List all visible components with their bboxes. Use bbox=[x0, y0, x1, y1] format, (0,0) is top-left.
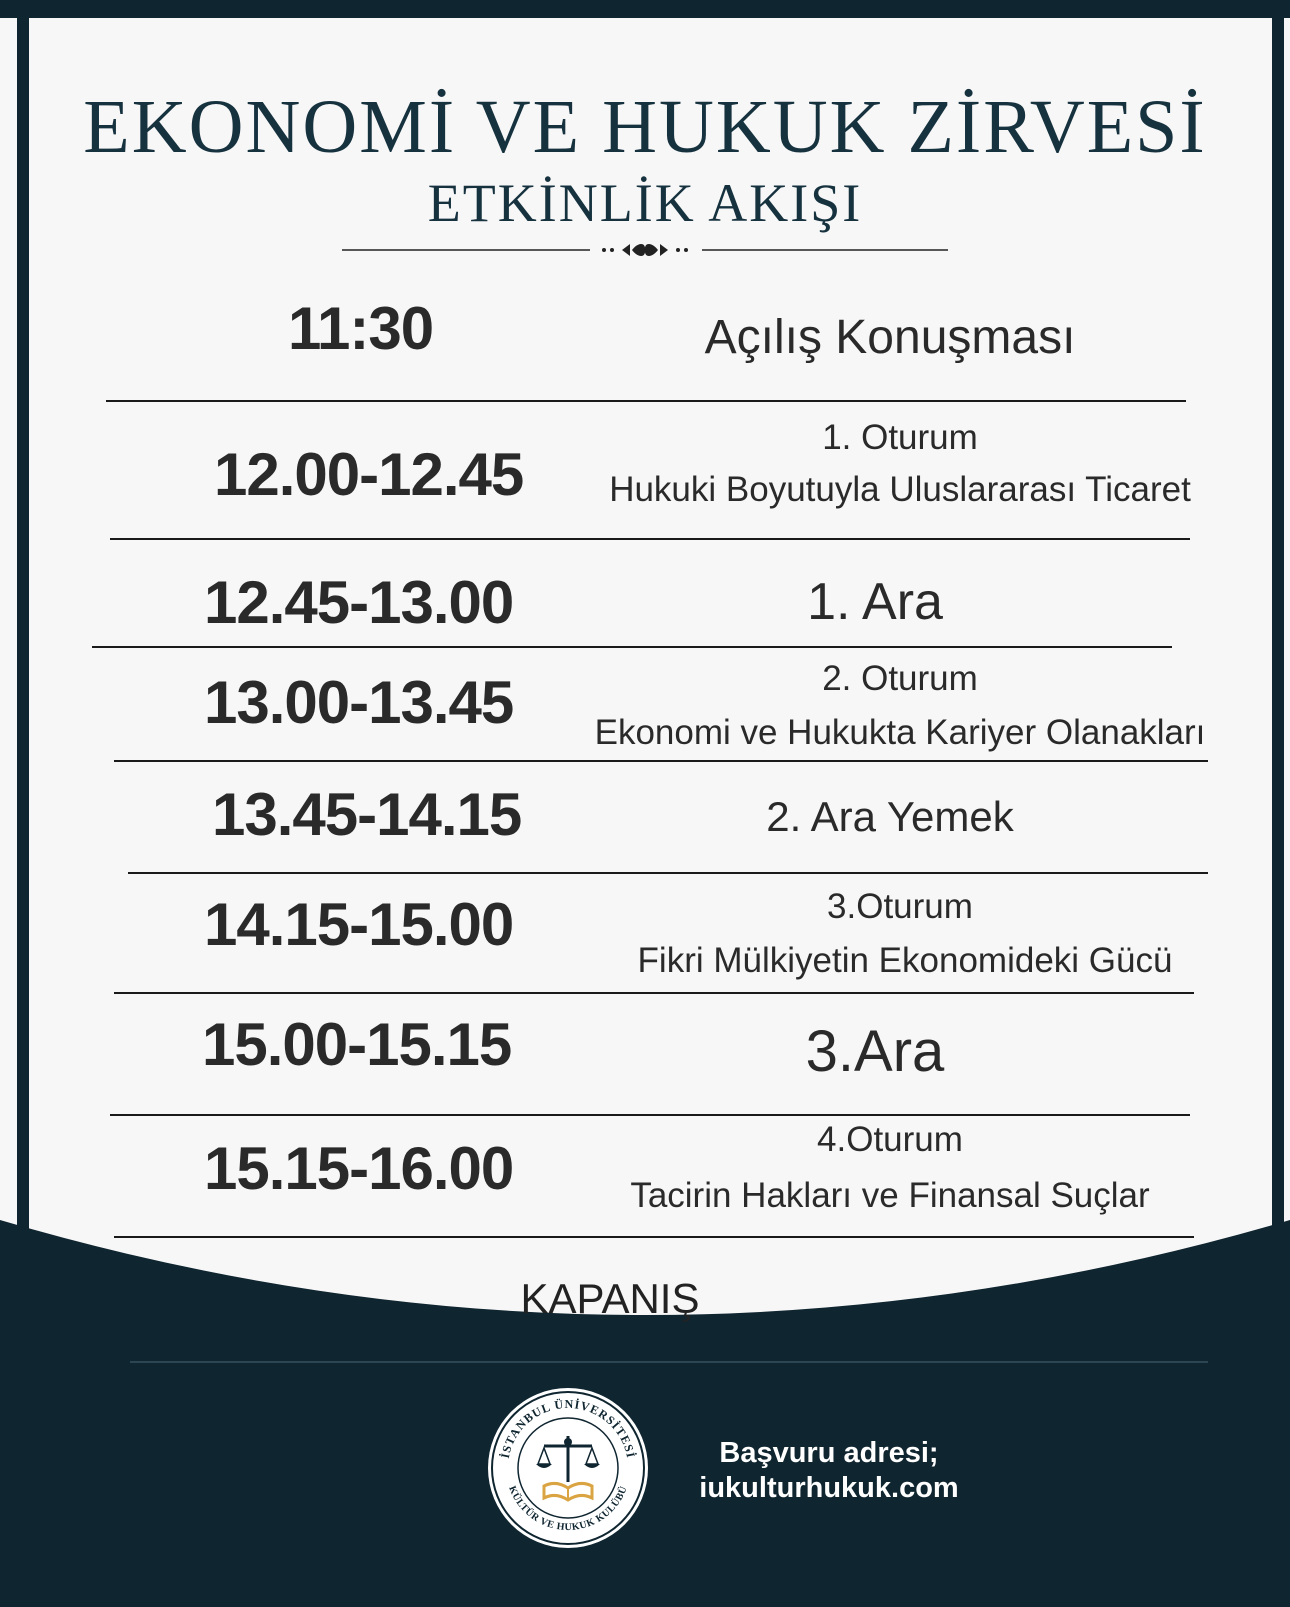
row-time: 12.45-13.00 bbox=[204, 569, 514, 636]
row-time: 14.15-15.00 bbox=[204, 891, 514, 958]
application-url[interactable]: iukulturhukuk.com bbox=[699, 1472, 959, 1504]
row-time: 12.00-12.45 bbox=[214, 441, 524, 508]
row-separator bbox=[128, 872, 1208, 874]
club-logo bbox=[486, 1386, 650, 1550]
row-separator bbox=[114, 992, 1194, 994]
row-description: Açılış Konuşması bbox=[704, 311, 1076, 364]
row-separator bbox=[114, 760, 1208, 762]
event-title: EKONOMİ VE HUKUK ZİRVESİ bbox=[83, 85, 1207, 169]
row-separator bbox=[110, 1114, 1190, 1116]
row-time: 13.00-13.45 bbox=[204, 669, 514, 736]
event-subtitle: ETKİNLİK AKIŞI bbox=[427, 173, 863, 233]
row-session-number: 4.Oturum bbox=[817, 1120, 963, 1159]
row-separator bbox=[110, 538, 1190, 540]
row-time: 13.45-14.15 bbox=[212, 781, 522, 848]
closing-label: KAPANIŞ bbox=[520, 1275, 700, 1322]
logo-top-text: İSTANBUL ÜNİVERSİTESİ bbox=[497, 1396, 639, 1460]
application-label: Başvuru adresi; bbox=[719, 1437, 939, 1469]
row-description: Hukuki Boyutuyla Uluslararası Ticaret bbox=[609, 470, 1191, 509]
row-time: 15.00-15.15 bbox=[202, 1011, 512, 1078]
footer-divider bbox=[130, 1361, 1208, 1363]
top-border bbox=[0, 0, 1290, 18]
row-separator bbox=[106, 400, 1186, 402]
row-description: 2. Ara Yemek bbox=[766, 793, 1014, 840]
row-description: Fikri Mülkiyetin Ekonomideki Gücü bbox=[637, 941, 1173, 980]
row-separator bbox=[114, 1236, 1194, 1238]
divider-ornament bbox=[342, 240, 948, 264]
row-description: 1. Ara bbox=[807, 573, 943, 631]
row-session-number: 1. Oturum bbox=[822, 418, 978, 457]
row-session-number: 3.Oturum bbox=[827, 887, 973, 926]
row-description: 3.Ara bbox=[805, 1019, 945, 1084]
row-session-number: 2. Oturum bbox=[822, 659, 978, 698]
row-description: Ekonomi ve Hukukta Kariyer Olanakları bbox=[594, 713, 1206, 752]
row-description: Tacirin Hakları ve Finansal Suçlar bbox=[630, 1176, 1150, 1215]
row-separator bbox=[92, 646, 1172, 648]
row-time: 11:30 bbox=[288, 295, 434, 362]
logo-bottom-text: KÜLTÜR VE HUKUK KULÜBÜ bbox=[506, 1484, 630, 1534]
row-time: 15.15-16.00 bbox=[204, 1135, 514, 1202]
